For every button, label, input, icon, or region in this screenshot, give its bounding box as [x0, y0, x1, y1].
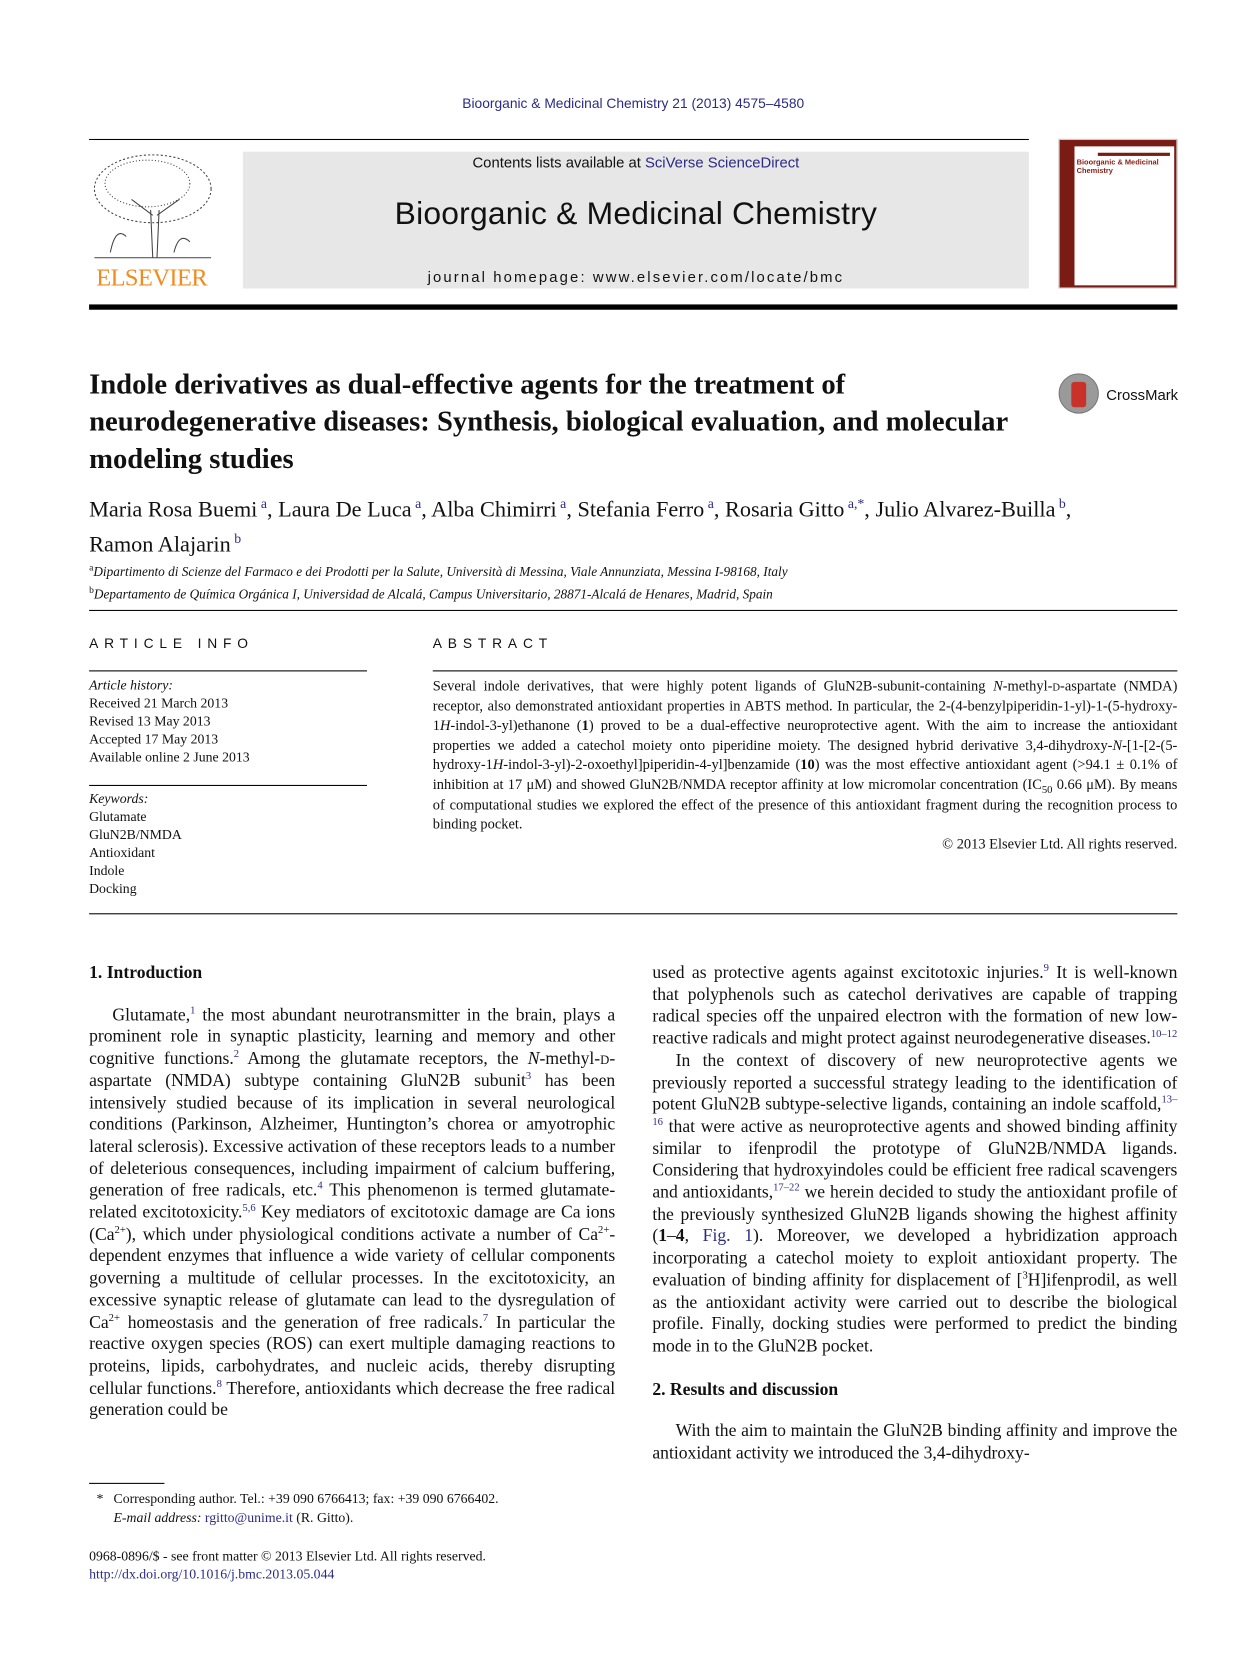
author[interactable]: Stefania Ferro $^a$	[577, 495, 714, 522]
reference-citation[interactable]: 2	[233, 1048, 240, 1061]
cover-bar	[1098, 153, 1170, 156]
history-online: Available online 2 June 2013	[89, 748, 250, 765]
reference-citation[interactable]: 4	[317, 1180, 323, 1193]
superscript: 2+	[114, 1224, 126, 1236]
small-caps-text: d	[600, 1048, 610, 1069]
bold-text: 4	[675, 1225, 685, 1246]
affiliation-a	[89, 559, 1192, 581]
author-affiliation-marker[interactable]: a	[411, 495, 422, 512]
small-caps-text: d	[1052, 677, 1061, 694]
abstract-heading: ABSTRACT	[432, 635, 553, 652]
affiliation-key: a	[89, 562, 94, 573]
journal-banner	[243, 152, 1029, 289]
email-line	[89, 1508, 619, 1527]
article-title: Indole derivatives as dual-effective agents for the treatment of neurodegenerative diseases: Synthesis, biological evaluation, and molecular modeling studies	[89, 368, 1008, 475]
subscript: 50	[1041, 784, 1053, 797]
keyword: Indole	[89, 862, 125, 879]
author[interactable]: Julio Alvarez-Builla $^b$	[875, 495, 1066, 522]
author-affiliation-marker[interactable]: a	[556, 495, 567, 512]
paragraph: With the aim to maintain the GluN2B binding affinity and improve the antioxidant activity we introduced the 3,4-dihydroxy-	[652, 1420, 1178, 1463]
contents-line	[243, 154, 1029, 171]
elsevier-wordmark: ELSEVIER	[96, 264, 208, 291]
journal-cover-image[interactable]	[1059, 139, 1178, 289]
section-heading-introduction: 1. Introduction	[89, 962, 203, 983]
journal-homepage[interactable]: journal homepage: www.elsevier.com/locate/bmc	[427, 268, 845, 286]
keyword: Docking	[89, 880, 137, 897]
crossmark-badge[interactable]	[1059, 373, 1186, 418]
reference-citation[interactable]: 8	[216, 1377, 222, 1390]
divider	[89, 670, 367, 671]
author[interactable]: Alba Chimirri $^a$	[431, 495, 567, 522]
divider	[89, 785, 367, 786]
superscript: 2+	[108, 1312, 120, 1324]
header-thick-rule	[89, 304, 1177, 309]
author-affiliation-marker[interactable]: b	[1055, 495, 1066, 512]
affiliation-key: b	[89, 584, 94, 596]
footnote-marker: *	[96, 1490, 104, 1507]
reference-citation[interactable]: 9	[1043, 962, 1049, 975]
section-heading-results: 2. Results and discussion	[652, 1378, 839, 1399]
history-accepted: Accepted 17 May 2013	[89, 730, 219, 747]
header-rule	[89, 139, 1029, 140]
figure-link[interactable]: Fig. 1	[702, 1225, 754, 1246]
reference-citation[interactable]: 7	[482, 1312, 489, 1324]
affiliation-text: Dipartimento di Scienze del Farmaco e dei Prodotti per la Salute, Università di Messina, Viale Annunziata, Messina I-98168, Italy	[93, 564, 788, 580]
divider	[89, 610, 1177, 611]
contents-prefix: Contents lists available at	[472, 153, 645, 171]
issn-line: 0968-0896/$ - see front matter © 2013 Elsevier Ltd. All rights reserved.	[89, 1547, 486, 1564]
abstract	[433, 677, 1178, 855]
bold-text: 10	[800, 756, 815, 773]
keywords	[89, 789, 367, 897]
doi-link[interactable]: http://dx.doi.org/10.1016/j.bmc.2013.05.044	[89, 1565, 335, 1582]
email-label: E-mail address:	[113, 1509, 202, 1526]
cover-title: Bioorganic & Medicinal Chemistry	[1076, 159, 1159, 176]
keywords-label: Keywords:	[89, 790, 149, 807]
paragraph: Glutamate,$^1$ the most abundant neurotransmitter in the brain, plays a prominent role in synaptic plasticity, learning and memory and other cognitive functions.$^2$ Among the glutamate receptors, the N-methyl-d-aspartate (NMDA) subtype containing GluN2B subunit$^3$ has been intensively studied because of its implication in several neurological conditions (Parkinson, Alzheimer, Huntington’s chorea or amyotrophic lateral sclerosis). Excessive activation of these receptors leads to a number of deleterious consequences, including impairment of calcium buffering, generation of free radicals, etc.$^4$ This phenomenon is termed glutamate-related excitotoxicity.$^{5,6}$ Key mediators of excitotoxic damage are Ca ions $(Ca^{2+})$, which under physiological conditions activate a number of $Ca^{2+}$-dependent enzymes that influence a wide variety of cellular components governing a multitude of cellular processes. In the excitotoxicity, an excessive synaptic release of glutamate can lead to the dysregulation of $Ca^{2+}$ homeostasis and the generation of free radicals.$^7$ In particular the reactive oxygen species (ROS) can exert multiple damaging reactions to proteins, lipids, carbohydrates, and nucleic acids, thereby disrupting cellular functions.$^8$ Therefore, antioxidants which decrease the free radical generation could be	[89, 1004, 616, 1420]
corresponding-footnote	[89, 1489, 619, 1527]
italic-text: N	[993, 677, 1003, 694]
author-affiliation-marker[interactable]: a	[257, 495, 267, 512]
cover-panel	[1074, 146, 1174, 285]
reference-citation[interactable]: 3	[525, 1070, 532, 1083]
front-matter	[89, 1547, 641, 1583]
affiliation-text: Departamento de Química Orgánica I, Universidad de Alcalá, Campus Universitario, 28871-Alcalá de Henares, Madrid, Spain	[93, 586, 773, 602]
divider	[433, 670, 1178, 671]
corresponding-author	[89, 1489, 619, 1508]
email-link[interactable]: rgitto@unime.it	[204, 1509, 293, 1526]
paragraph: In the context of discovery of new neuroprotective agents we previously reported a successful strategy leading to the identification of potent GluN2B subtype-selective ligands, containing an indole scaffold,$^{13-16}$ that were active as neuroprotective agents and showed binding affinity similar to ifenprodil the prototype of GluN2B/NMDA ligands. Considering that hydroxyindoles could be efficient free radical scavengers and antioxidants,$^{17-22}$ we herein decided to study the antioxidant profile of the previously synthesized GluN2B ligands showing the highest affinity (1–4, Fig. 1). Moreover, we developed a hybridization approach incorporating a catechol moiety to exploit antioxidant property. The evaluation of binding affinity for displacement of [$^3$H]ifenprodil, as well as the antioxidant activity were carried out to describe the biological profile. Finally, docking studies were performed to predict the binding mode in to the GluN2B pocket.	[652, 1049, 1178, 1356]
article-info-heading: ARTICLE INFO	[89, 635, 254, 652]
footnote-rule	[89, 1483, 164, 1484]
email-suffix: (R. Gitto).	[296, 1509, 354, 1526]
bold-text: 1	[658, 1225, 667, 1246]
author-list: Maria Rosa Buemi $^a$, Laura De Luca $^a$, Alba Chimirri $^a$, Stefania Ferro $^a$, Rosaria Gitto $^{a,*}$, Julio Alvarez-Builla $^b$, Ramon Alajarin $^b$	[89, 495, 1072, 557]
affiliations	[89, 559, 1192, 604]
author[interactable]: Ramon Alajarin $^b$	[89, 530, 242, 557]
reference-citation[interactable]: 5,6	[242, 1202, 256, 1214]
corresponding-text: Corresponding author. Tel.: +39 090 6766413; fax: +39 090 6766402.	[113, 1490, 499, 1507]
keyword: Antioxidant	[89, 844, 155, 861]
journal-name: Bioorganic & Medicinal Chemistry	[394, 196, 878, 232]
history-label: Article history:	[89, 676, 173, 693]
crossmark-icon	[1059, 373, 1099, 413]
superscript: 2+	[598, 1224, 610, 1236]
article-history	[89, 676, 367, 766]
keyword: Glutamate	[89, 808, 147, 825]
crossmark-label: CrossMark	[1106, 386, 1179, 404]
divider	[89, 913, 1177, 914]
elsevier-logo[interactable]	[89, 152, 214, 292]
affiliation-b	[89, 581, 1192, 603]
abstract-text: Several indole derivatives, that were highly potent ligands of GluN2B-subunit-containing N-methyl-d-aspartate (NMDA) receptor, also demonstrated antioxidant properties in ABTS method. In particular, the 2-(4-benzylpiperidin-1-yl)-1-(5-hydroxy-1H-indol-3-yl)ethanone (1) proved to be a dual-effective neuroprotective agent. With the aim to increase the antioxidant properties we added a catechol moiety onto piperidine moiety. The designed hybrid derivative 3,4-dihydroxy-N-[1-[2-(5-hydroxy-1H-indol-3-yl)-2-oxoethyl]piperidin-4-yl]benzamide (10) was the most effective antioxidant agent (>94.1 ± 0.1% of inhibition at 17 μM) and showed GluN2B/NMDA receptor affinity at low micromolar concentration ($IC_{50}$ 0.66 μM). By means of computational studies we explored the effect of the presence of this antioxidant fragment during the recognition process to binding pocket.	[432, 677, 1178, 832]
left-column	[89, 962, 615, 1421]
keyword: GluN2B/NMDA	[89, 826, 182, 843]
history-revised: Revised 13 May 2013	[89, 712, 211, 729]
italic-text: N	[1112, 736, 1123, 753]
superscript: 3	[1022, 1269, 1028, 1282]
reference-citation[interactable]: 17–22	[773, 1182, 800, 1194]
author-affiliation-marker[interactable]: a	[704, 495, 714, 512]
reference-citation[interactable]: 13–16	[652, 1094, 1178, 1128]
italic-text: H	[439, 717, 451, 734]
author-affiliation-marker[interactable]: b	[230, 530, 242, 547]
sciencedirect-link[interactable]: SciVerse ScienceDirect	[644, 153, 800, 171]
author[interactable]: Rosaria Gitto $^{a,*}$	[724, 495, 865, 522]
right-column	[652, 962, 1177, 1465]
author-affiliation-marker[interactable]: a,*	[844, 495, 865, 512]
author[interactable]: Laura De Luca $^a$	[278, 495, 422, 522]
history-received: Received 21 March 2013	[89, 694, 229, 711]
journal-citation[interactable]: Bioorganic & Medicinal Chemistry 21 (2013) 4575–4580	[462, 95, 805, 112]
author[interactable]: Maria Rosa Buemi $^a$	[89, 495, 267, 522]
bold-text: 1	[581, 717, 589, 734]
paragraph: used as protective agents against excitotoxic injuries.$^9$ It is well-known that polyphenols such as catechol derivatives are capable of trapping radical species off the unpaired electron with the formation of new low-reactive radicals and might protect against neurodegenerative diseases.$^{10-12}$	[652, 962, 1178, 1049]
reference-citation[interactable]: 1	[190, 1004, 196, 1017]
italic-text: H	[492, 756, 504, 773]
abstract-copyright: © 2013 Elsevier Ltd. All rights reserved.	[942, 835, 1178, 852]
reference-citation[interactable]: 10–12	[1150, 1028, 1178, 1041]
italic-text: N	[527, 1048, 540, 1069]
elsevier-tree-icon	[89, 152, 214, 262]
